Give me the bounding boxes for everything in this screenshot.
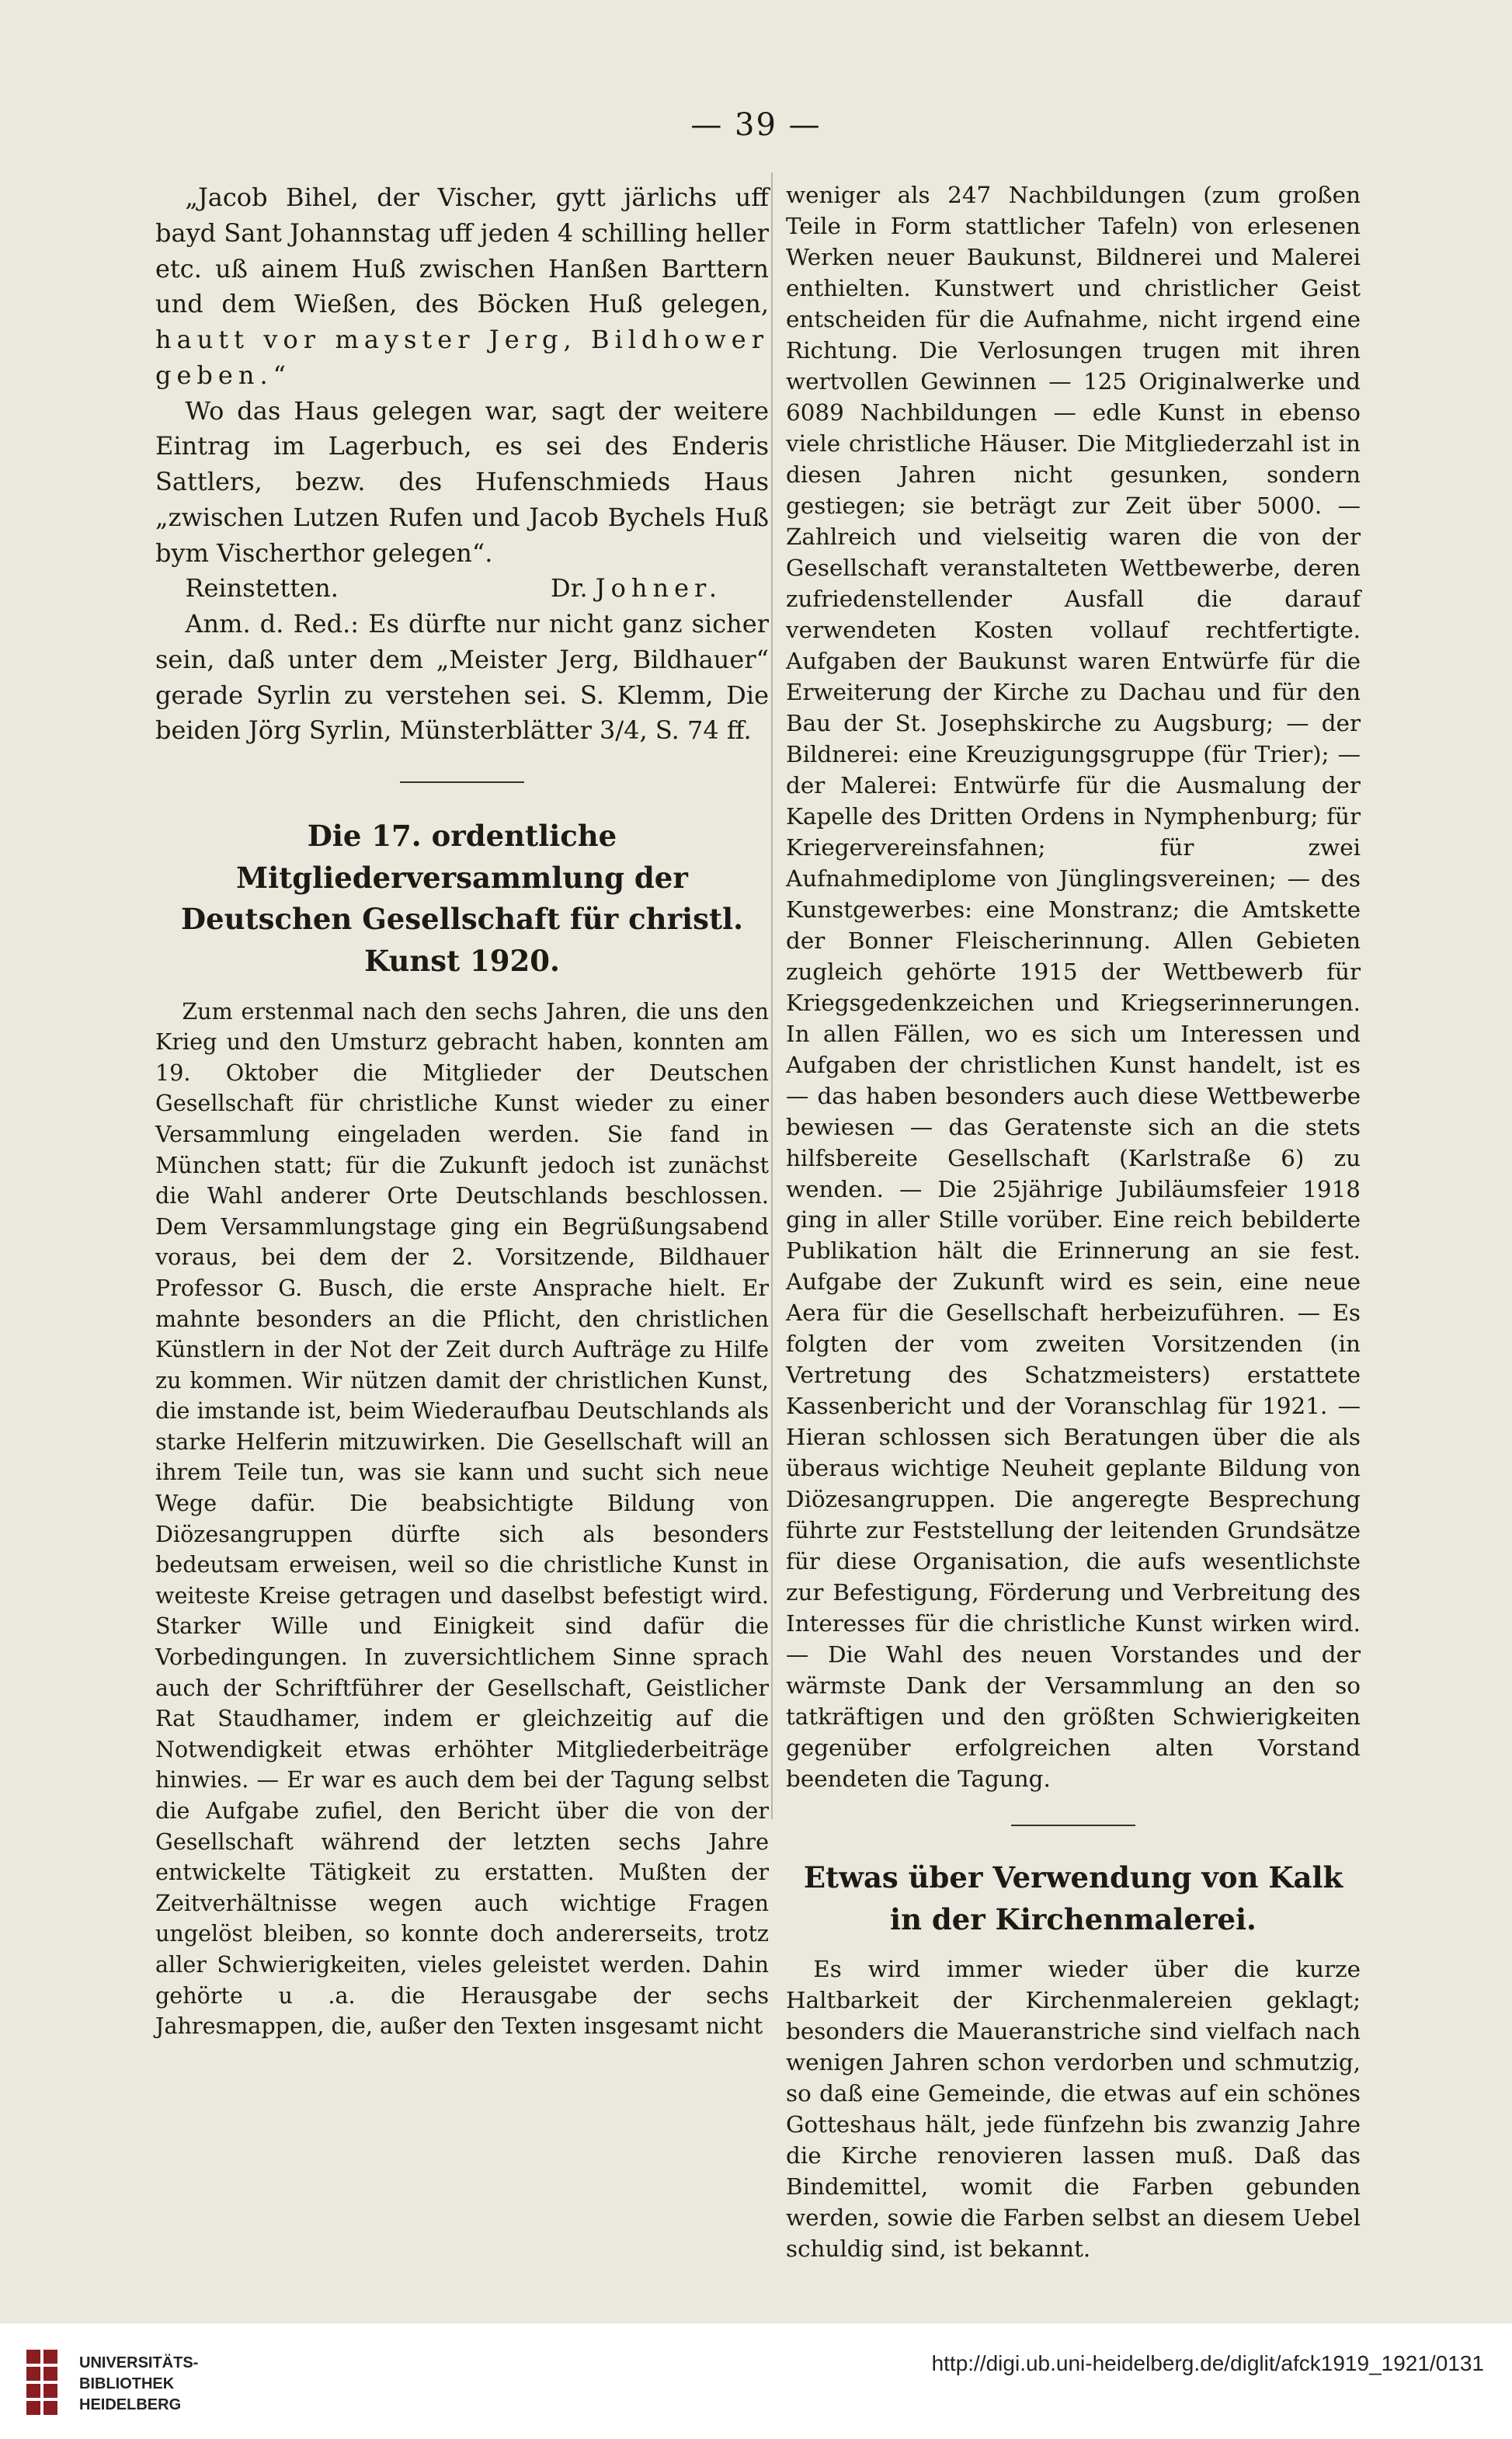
signature-author [521,571,722,607]
library-name [79,2353,198,2416]
quote-paragraph [155,180,769,394]
signature-prefix: Dr. [551,573,588,604]
article-1-text: Zum erstenmal nach den sechs Jahren, die uns den Krieg und den Umsturz gebracht haben, konnten am 19. Oktober die Mitglieder der Deutschen Gesellschaft für christliche Kunst wieder zu einer Versammlung eingeladen werden. Sie fand in München statt; für die Zukunft jedoch ist zunächst die Wahl anderer Orte Deutschlands beschlossen. Dem Versammlungstage ging ein Begrüßungsabend voraus, bei dem der 2. Vorsitzende, Bildhauer Professor G. Busch, die erste Ansprache hielt. Er mahnte besonders an die Pflicht, den christlichen Künstlern in der Not der Zeit durch Aufträge zu Hilfe zu kommen. Wir nützen damit der christlichen Kunst, die imstande ist, beim Wiederaufbau Deutschlands als starke Helferin mitzuwirken. Die Gesellschaft will an ihrem Teile tun, was sie kann und sucht sich neue Wege dafür. Die beabsichtigte Bildung von Diözesangruppen dürfte sich als besonders bedeutsam erweisen, weil so die christliche Kunst in weiteste Kreise getragen und daselbst befestigt wird. Starker Wille und Einigkeit sind dafür die Vorbedingungen. In zuversichtlichem Sinne sprach auch der Schriftführer der Gesellschaft, Geistlicher Rat Staudhamer, indem er gleichzeitig auf die Notwendigkeit etwas erhöhter Mitgliederbeiträge hinwies. — Er war es auch dem bei der Tagung selbst die Aufgabe zufiel, den Bericht über die von der Gesellschaft während der letzten sechs Jahre entwickelte Tätigkeit zu erstatten. Mußten der Zeitverhältnisse wegen auch wichtige Fragen ungelöst bleiben, so konnte doch andererseits, trotz aller Schwierigkeiten, vieles geleistet werden. Dahin gehörte u .a. die Herausgabe der sechs Jahresmappen, die, außer den Texten insgesamt nicht [155,997,769,2040]
footer-bar [0,2322,1512,2439]
library-name-line: HEIDELBERG [79,2396,182,2413]
section-separator [400,781,524,783]
editor-note: Anm. d. Red.: Es dürfte nur nicht ganz sicher sein, daß unter dem „Meister Jerg, Bildhauer“ gerade Syrlin zu verstehen sei. S. Klemm, Die beiden Jörg Syrlin, Münsterblätter 3/4, S. 74 ff. [155,609,769,746]
column-divider [771,172,773,1819]
source-url: http://digi.ub.uni-heidelberg.de/diglit/afck1919_1921/0131 [931,2351,1484,2375]
section-separator [1011,1825,1135,1826]
left-column [155,180,769,2042]
quote-spaced-text: hautt vor mayster Jerg, Bildhower geben.“ [155,325,769,390]
article-2-text: Es wird immer wieder über die kurze Haltbarkeit der Kirchenmalereien geklagt; besonders die Maueranstriche sind vielfach nach wenigen Jahren schon verdorben und schmutzig, so daß eine Gemeinde, die etwas auf ein schönes Gotteshaus hält, jede fünfzehn bis zwanzig Jahre die Kirche renovieren lassen muß. Daß das Bindemittel, womit die Farben gebunden werden, sowie die Farben selbst an diesem Uebel schuldig sind, ist bekannt. [786,1956,1361,2263]
quote-text: „Jacob Bihel, der Vischer, gytt järlichs uff bayd Sant Johannstag uff jeden 4 schilling heller etc. uß ainem Huß zwischen Hanßen Barttern und dem Wießen, des Böcken Huß gelegen, [155,183,769,319]
location-paragraph: Wo das Haus gelegen war, sagt der weitere Eintrag im Lagerbuch, es sei des Enderis Sattlers, bezw. des Hufenschmieds Haus „zwischen Lutzen Rufen und Jacob Bychels Huß bym Vischerthor gelegen“. [155,395,769,568]
signature-line [155,571,769,607]
library-name-line: UNIVERSITÄTS- [79,2354,199,2371]
page-number: — 39 — [690,107,822,143]
article-heading-1: Die 17. ordentliche Mitgliederversammlung der Deutschen Gesellschaft für christl. Kunst 1920. [181,819,743,978]
right-column [786,180,1361,2265]
article-1-continuation: weniger als 247 Nachbildungen (zum großen Teile in Form stattlicher Tafeln) von erlesenen Werken neuer Baukunst, Bildnerei und Malerei enthielten. Kunstwert und christlicher Geist entscheiden für die Aufnahme, nicht irgend eine Richtung. Die Verlosungen trugen mit ihren wertvollen Gewinnen — 125 Originalwerke und 6089 Nachbildungen — edle Kunst in ebenso viele christliche Häuser. Die Mitgliederzahl ist in diesen Jahren nicht gesunken, sondern gestiegen; sie beträgt zur Zeit über 5000. — Zahlreich und vielseitig waren die von der Gesellschaft veranstalteten Wettbewerbe, deren zufriedenstellender Ausfall die darauf verwendeten Kosten vollauf rechtfertigte. Aufgaben der Baukunst waren Entwürfe für die Erweiterung der Kirche zu Dachau und für den Bau der St. Josephskirche zu Augsburg; — der Bildnerei: eine Kreuzigungsgruppe (für Trier); — der Malerei: Entwürfe für die Ausmalung der Kapelle des Dritten Ordens in Nymphenburg; für Kriegervereinsfahnen; für zwei Aufnahmediplome von Jünglingsvereinen; — des Kunstgewerbes: eine Monstranz; die Amtskette der Bonner Fleischerinnung. Allen Gebieten zugleich gehörte 1915 der Wettbewerb für Kriegsgedenkzeichen und Kriegserinnerungen. In allen Fällen, wo es sich um Interessen und Aufgaben der christlichen Kunst handelt, ist es — das haben besonders auch diese Wettbewerbe bewiesen — das Geratenste sich an die stets hilfsbereite Gesellschaft (Karlstraße 6) zu wenden. — Die 25jährige Jubiläumsfeier 1918 ging in aller Stille vorüber. Eine reich bebilderte Publikation hält die Erinnerung an sie fest. Aufgabe der Zukunft wird es sein, eine neue Aera für die Gesellschaft herbeizuführen. — Es folgten der vom zweiten Vorsitzenden (in Vertretung des Schatzmeisters) erstattete Kassenbericht und der Voranschlag für 1921. — Hieran schlossen sich Beratungen über die als überaus wichtige Neuheit geplante Bildung von Diözesangruppen. Die angeregte Besprechung führte zur Feststellung der leitenden Grundsätze für diese Organisation, die aufs wesentlichste zur Befestigung, Förderung und Verbreitung des Interesses für die christliche Kunst wirken wird. — Die Wahl des neuen Vorstandes und der wärmste Dank der Versammlung an den so tatkräftigen und den größten Schwierigkeiten gegenüber erfolgreichen alten Vorstand beendeten die Tagung. [786,182,1361,1793]
library-name-line: BIBLIOTHEK [79,2375,175,2392]
signature-name: Johner. [595,573,722,604]
article-heading-2: Etwas über Verwendung von Kalk in der Kirchenmalerei. [803,1860,1343,1936]
signature-place: Reinstetten. [185,573,339,604]
library-logo-icon [26,2350,59,2416]
